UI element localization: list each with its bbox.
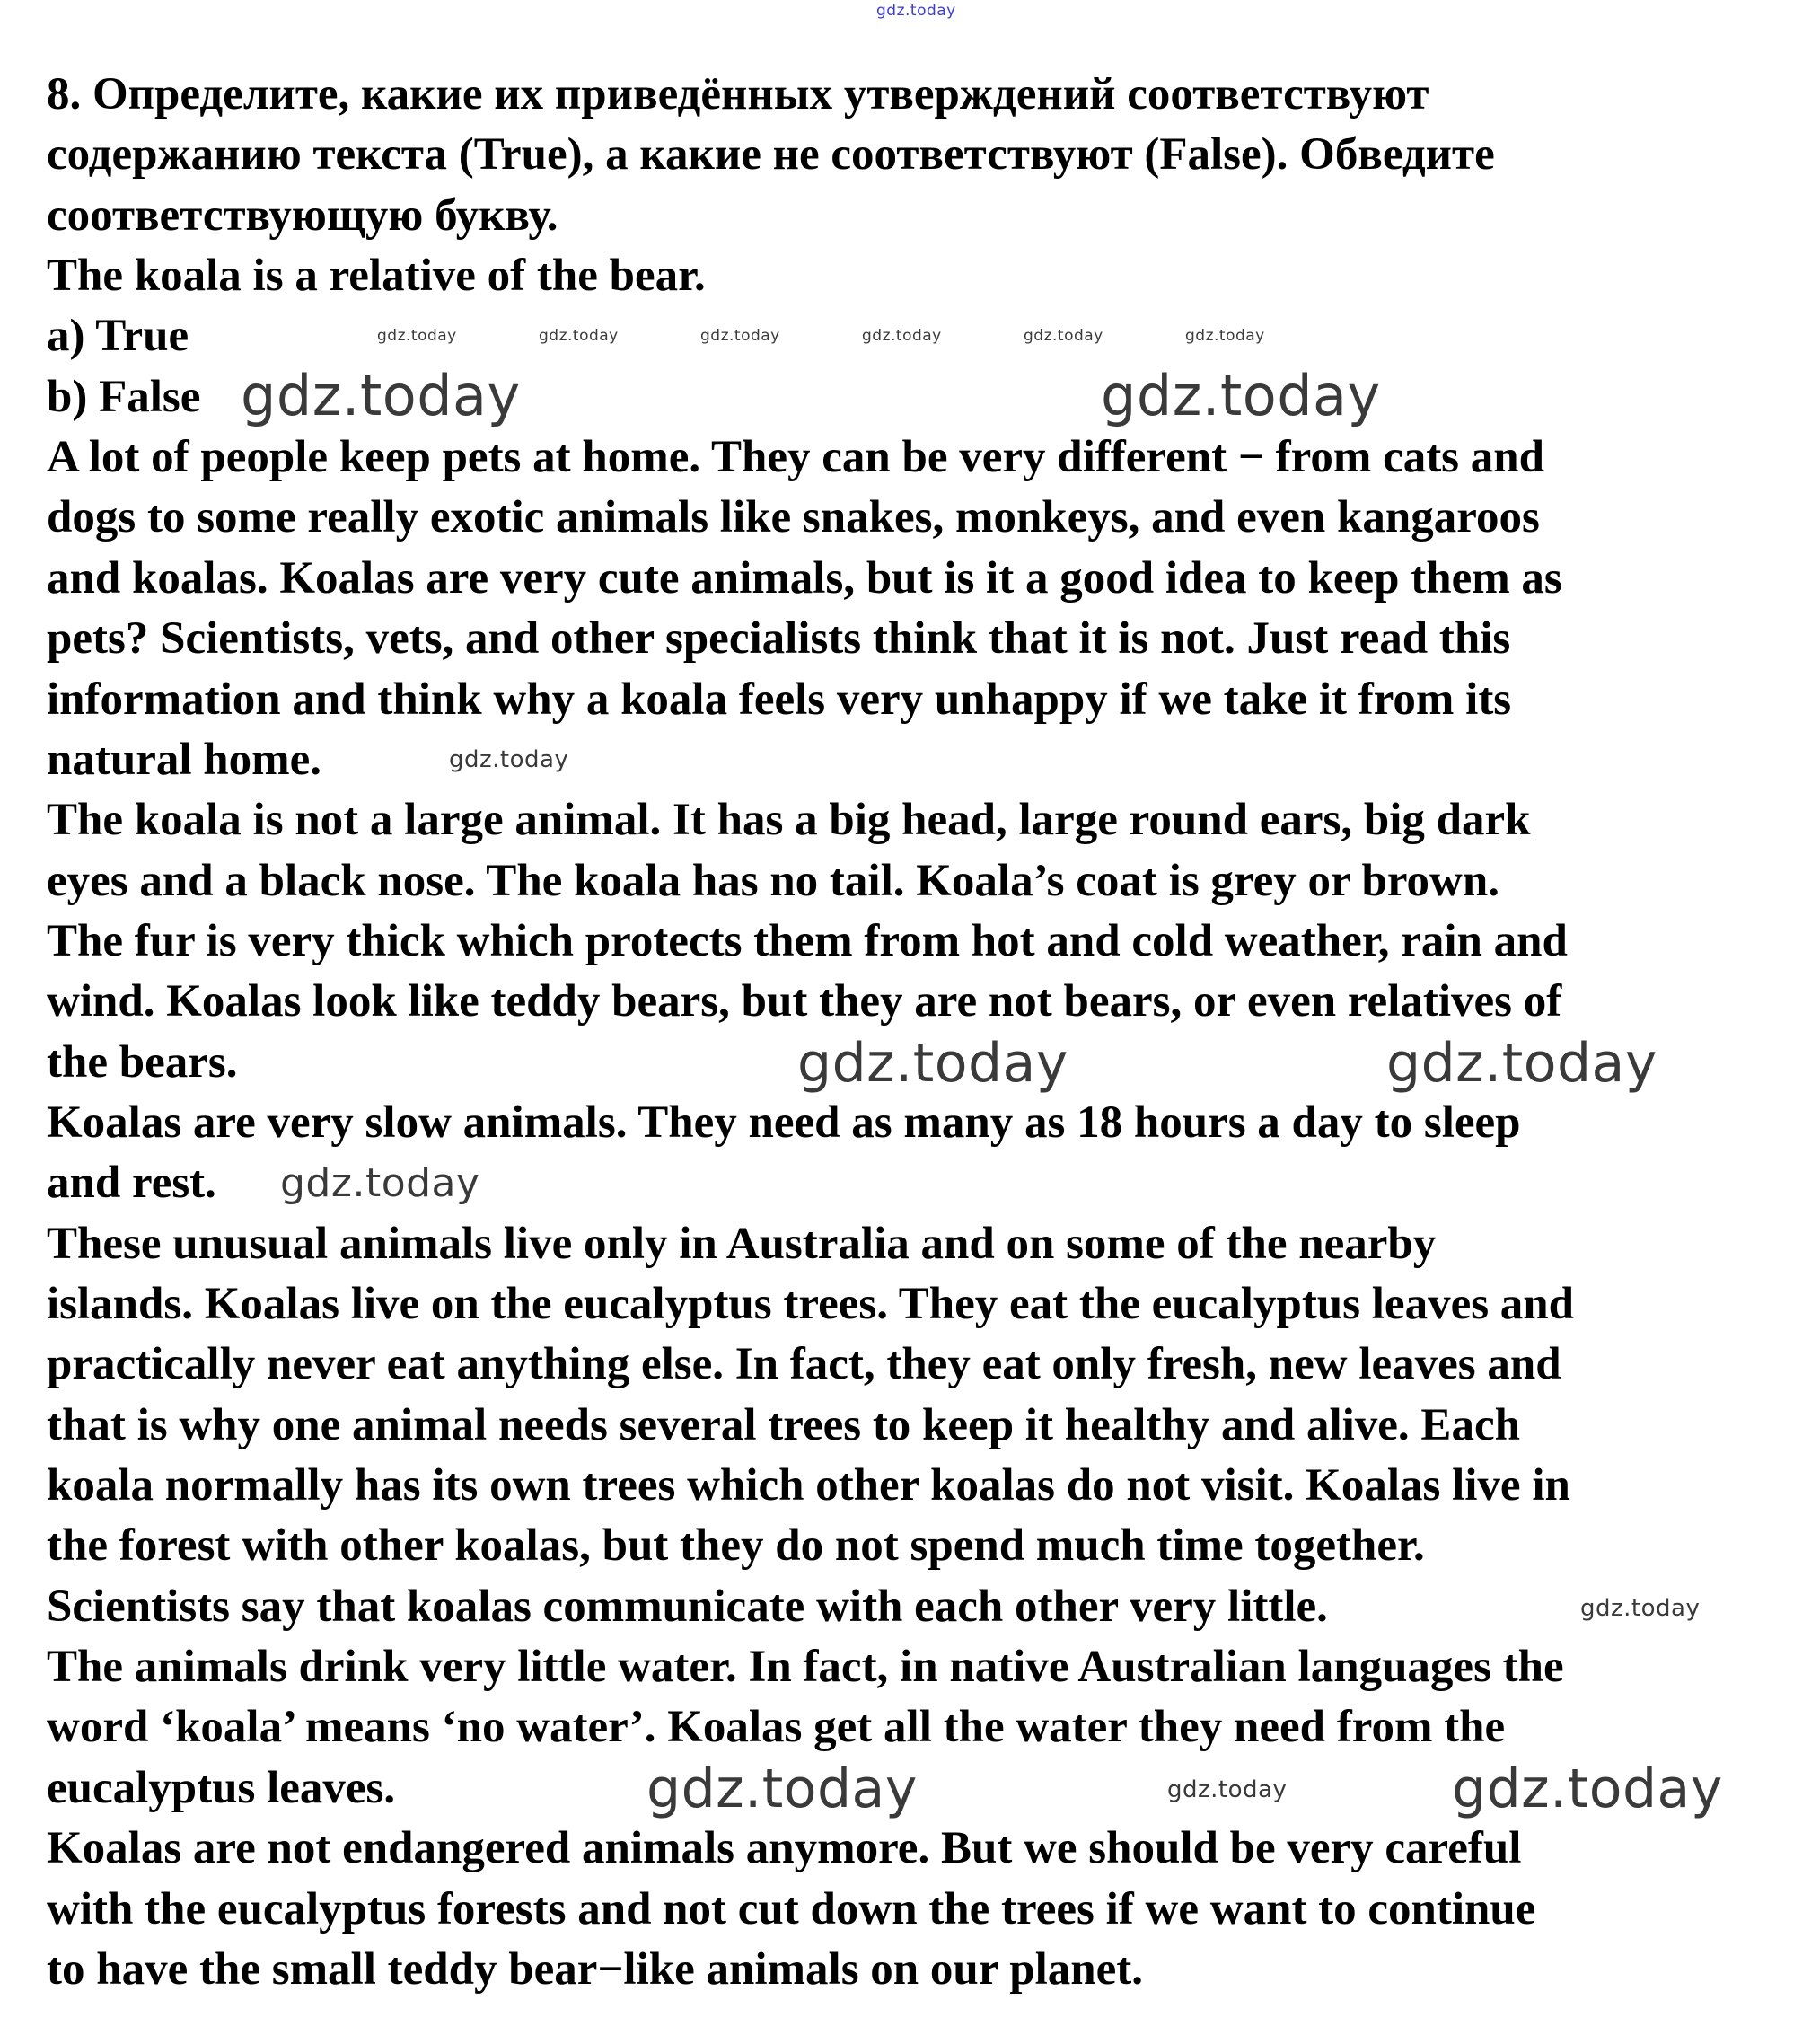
text-line: A lot of people keep pets at home. They can be very different − from cats and (47, 432, 1545, 483)
watermark: gdz.today (862, 327, 942, 345)
watermark: gdz.today (539, 327, 619, 345)
watermark: gdz.today (1167, 1776, 1288, 1803)
watermark: gdz.today (797, 1032, 1068, 1095)
task-instruction-line: 8. Определите, какие их приведённых утверждений соответствуют (47, 69, 1429, 119)
watermark: gdz.today (377, 327, 457, 345)
watermark: gdz.today (1024, 327, 1103, 345)
watermark: gdz.today (1452, 1758, 1723, 1820)
text-line: dogs to some really exotic animals like snakes, monkeys, and even kangaroos (47, 492, 1540, 543)
task-instruction-line: соответствующую букву. (47, 189, 558, 241)
text-line: that is why one animal needs several trees to keep it healthy and alive. Each (47, 1399, 1520, 1450)
text-line: The koala is not a large animal. It has a big head, large round ears, big dark (47, 795, 1531, 846)
text-line: information and think why a koala feels very unhappy if we take it from its (47, 674, 1512, 725)
text-line: koala normally has its own trees which other koalas do not visit. Koalas live in (47, 1460, 1570, 1511)
watermark: gdz.today (1185, 327, 1265, 345)
text-line: eyes and a black nose. The koala has no tail. Koala’s coat is grey or brown. (47, 855, 1500, 906)
text-line: Scientists say that koalas communicate with each other very little. (47, 1581, 1328, 1632)
text-line: the bears. (47, 1036, 238, 1088)
text-line: Koalas are not endangered animals anymore. But we should be very careful (47, 1823, 1522, 1874)
text-line: wind. Koalas look like teddy bears, but they are not bears, or even relatives of (47, 976, 1562, 1027)
watermark: gdz.today (449, 746, 569, 773)
watermark: gdz.today (1386, 1032, 1657, 1095)
text-line: islands. Koalas live on the eucalyptus trees. They eat the eucalyptus leaves and (47, 1279, 1575, 1329)
text-line: word ‘koala’ means ‘no water’. Koalas get all the water they need from the (47, 1702, 1506, 1753)
text-line: eucalyptus leaves. (47, 1762, 396, 1813)
task-instruction-line: содержанию текста (True), а какие не соответствуют (False). Обведите (47, 129, 1495, 181)
text-line: to have the small teddy bear−like animals on our planet. (47, 1943, 1144, 1995)
text-line: practically never eat anything else. In fact, they eat only fresh, new leaves and (47, 1339, 1561, 1390)
text-line: and rest. (47, 1158, 216, 1209)
watermark: gdz.today (241, 363, 521, 428)
text-line: Koalas are very slow animals. They need as many as 18 hours a day to sleep (47, 1097, 1521, 1148)
text-line: pets? Scientists, vets, and other specialists think that it is not. Just read this (47, 613, 1511, 665)
text-line: natural home. (47, 734, 321, 785)
header-watermark: gdz.today (876, 2, 956, 20)
text-line: with the eucalyptus forests and not cut down the trees if we want to continue (47, 1883, 1536, 1934)
watermark: gdz.today (1580, 1595, 1701, 1622)
watermark: gdz.today (646, 1758, 918, 1820)
text-line: The fur is very thick which protects them from hot and cold weather, rain and (47, 915, 1568, 966)
answer-option-line: b) False (47, 371, 201, 422)
statement-line: The koala is a relative of the bear. (47, 251, 706, 302)
text-line: The animals drink very little water. In fact, in native Australian languages the (47, 1642, 1564, 1693)
answer-option-line: a) True (47, 311, 189, 362)
text-line: and koalas. Koalas are very cute animals, but is it a good idea to keep them as (47, 552, 1562, 604)
watermark: gdz.today (280, 1160, 480, 1206)
watermark: gdz.today (1101, 363, 1381, 428)
text-line: the forest with other koalas, but they do not spend much time together. (47, 1520, 1425, 1572)
watermark: gdz.today (700, 327, 780, 345)
text-line: These unusual animals live only in Australia and on some of the nearby (47, 1218, 1437, 1269)
